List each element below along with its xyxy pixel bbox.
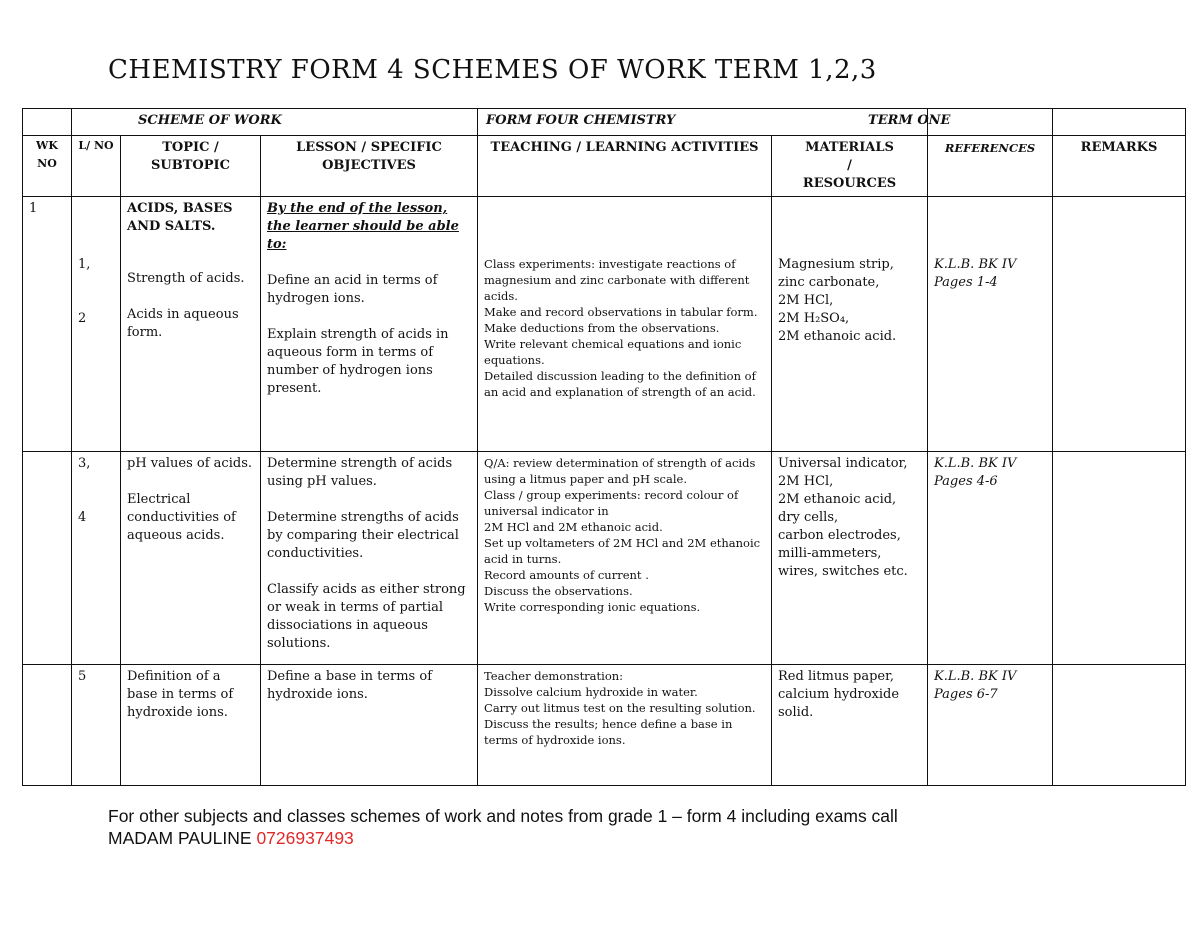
objective: Classify acids as either strong or weak in terms of partial dissociations in aqueous solutions.: [267, 582, 466, 651]
references-cell: [928, 452, 1053, 665]
document-title: CHEMISTRY FORM 4 SCHEMES OF WORK TERM 1,2,3: [108, 55, 877, 85]
material: calcium hydroxide solid.: [778, 687, 900, 720]
material: Red litmus paper,: [778, 669, 894, 684]
topic-cell: [121, 197, 261, 452]
footer-line: For other subjects and classes schemes of work and notes from grade 1 – form 4 including exams call: [108, 806, 898, 826]
table-header-row: [23, 136, 1186, 197]
reference-book: K.L.B. BK IV: [934, 456, 1017, 471]
material: wires, switches etc.: [778, 564, 908, 579]
header-activities: TEACHING / LEARNING ACTIVITIES: [478, 136, 772, 197]
objective: Explain strength of acids in aqueous form in terms of number of hydrogen ions present.: [267, 327, 449, 396]
week-cell: 1: [23, 197, 72, 452]
table-row: [23, 197, 1186, 452]
remarks-cell: [1053, 197, 1186, 452]
materials-cell: [772, 665, 928, 786]
lesson-number: 3,: [78, 456, 91, 471]
reference-pages: Pages 1-4: [934, 275, 998, 290]
material: milli-ammeters,: [778, 546, 882, 561]
contact-phone[interactable]: 0726937493: [256, 828, 354, 848]
footer-note: [108, 805, 898, 849]
banner-form-four-chemistry: FORM FOUR CHEMISTRY: [478, 109, 928, 136]
objectives-cell: [261, 197, 478, 452]
table-row: [23, 665, 1186, 786]
week-cell: [23, 452, 72, 665]
objective: Define a base in terms of hydroxide ions.: [267, 669, 433, 702]
references-cell: [928, 665, 1053, 786]
activity: Teacher demonstration:: [484, 669, 624, 683]
activity: Record amounts of current .: [484, 568, 649, 582]
activities-cell: [478, 197, 772, 452]
activity: Make deductions from the observations.: [484, 321, 720, 335]
material: 2M HCl,: [778, 474, 834, 489]
material: 2M ethanoic acid.: [778, 329, 897, 344]
header-materials-line2: /: [847, 158, 852, 173]
lesson-number: 1,: [78, 257, 91, 272]
header-topic: TOPIC / SUBTOPIC: [121, 136, 261, 197]
reference-pages: Pages 4-6: [934, 474, 998, 489]
objectives-intro: By the end of the lesson, the learner should be able to:: [267, 201, 459, 252]
activity: Write corresponding ionic equations.: [484, 600, 701, 614]
activity: Discuss the results; hence define a base in terms of hydroxide ions.: [484, 717, 733, 747]
header-remarks: REMARKS: [1053, 136, 1186, 197]
lesson-number-cell: [72, 665, 121, 786]
header-week-number: WK NO: [23, 136, 72, 197]
lesson-number: 5: [78, 669, 87, 684]
material: 2M HCl,: [778, 293, 834, 308]
banner-term-one: TERM ONE: [868, 113, 951, 128]
banner-empty-cell: [23, 109, 72, 136]
material: 2M H₂SO₄,: [778, 311, 850, 326]
material: dry cells,: [778, 510, 839, 525]
subtopic: Strength of acids.: [127, 271, 245, 286]
table-banner-row: [23, 109, 1186, 136]
activity: 2M HCl and 2M ethanoic acid.: [484, 520, 663, 534]
table-row: [23, 452, 1186, 665]
lesson-number: 2: [78, 311, 87, 326]
banner-scheme-of-work: SCHEME OF WORK: [72, 109, 478, 136]
objectives-cell: [261, 665, 478, 786]
activity: Make and record observations in tabular form.: [484, 305, 758, 319]
activity: Class / group experiments: record colour of universal indicator in: [484, 488, 739, 518]
material: zinc carbonate,: [778, 275, 880, 290]
reference-book: K.L.B. BK IV: [934, 669, 1017, 684]
scheme-of-work-table: [22, 108, 1186, 786]
header-materials-line1: MATERIALS: [805, 140, 894, 155]
objective: Determine strength of acids using pH values.: [267, 456, 453, 489]
objective: Define an acid in terms of hydrogen ions.: [267, 273, 438, 306]
activities-cell: [478, 665, 772, 786]
materials-cell: [772, 197, 928, 452]
material: Universal indicator,: [778, 456, 908, 471]
week-cell: [23, 665, 72, 786]
header-references: REFERENCES: [928, 136, 1053, 197]
topic-heading: ACIDS, BASES AND SALTS.: [127, 201, 233, 234]
objectives-cell: [261, 452, 478, 665]
subtopic: Definition of a base in terms of hydroxide ions.: [127, 669, 234, 720]
reference-pages: Pages 6-7: [934, 687, 998, 702]
lesson-number: 4: [78, 510, 87, 525]
banner-term-one-spacer: [868, 109, 1053, 136]
material: 2M ethanoic acid,: [778, 492, 897, 507]
activity: Class experiments: investigate reactions of magnesium and zinc carbonate with different acids.: [484, 257, 750, 303]
remarks-cell: [1053, 452, 1186, 665]
activity: Write relevant chemical equations and ionic equations.: [484, 337, 742, 367]
activity: Discuss the observations.: [484, 584, 633, 598]
activity: Dissolve calcium hydroxide in water.: [484, 685, 698, 699]
banner-empty-cell: [1053, 109, 1186, 136]
material: carbon electrodes,: [778, 528, 901, 543]
remarks-cell: [1053, 665, 1186, 786]
lesson-number-cell: [72, 452, 121, 665]
activity: Carry out litmus test on the resulting solution.: [484, 701, 756, 715]
subtopic: Electrical conductivities of aqueous acids.: [127, 492, 236, 543]
header-objectives: LESSON / SPECIFIC OBJECTIVES: [261, 136, 478, 197]
activities-cell: [478, 452, 772, 665]
objective: Determine strengths of acids by comparing their electrical conductivities.: [267, 510, 459, 561]
header-materials: [772, 136, 928, 197]
activity: Detailed discussion leading to the definition of an acid and explanation of strength of an acid.: [484, 369, 756, 399]
header-lesson-number: L/ NO: [72, 136, 121, 197]
topic-cell: [121, 665, 261, 786]
lesson-number-cell: [72, 197, 121, 452]
materials-cell: [772, 452, 928, 665]
subtopic: Acids in aqueous form.: [127, 307, 239, 340]
activity: Set up voltameters of 2M HCl and 2M ethanoic acid in turns.: [484, 536, 761, 566]
subtopic: pH values of acids.: [127, 456, 252, 471]
topic-cell: [121, 452, 261, 665]
header-materials-line3: RESOURCES: [802, 176, 897, 191]
reference-book: K.L.B. BK IV: [934, 257, 1017, 272]
contact-name: MADAM PAULINE: [108, 828, 257, 848]
activity: Q/A: review determination of strength of acids using a litmus paper and pH scale.: [484, 456, 756, 486]
references-cell: [928, 197, 1053, 452]
material: Magnesium strip,: [778, 257, 894, 272]
